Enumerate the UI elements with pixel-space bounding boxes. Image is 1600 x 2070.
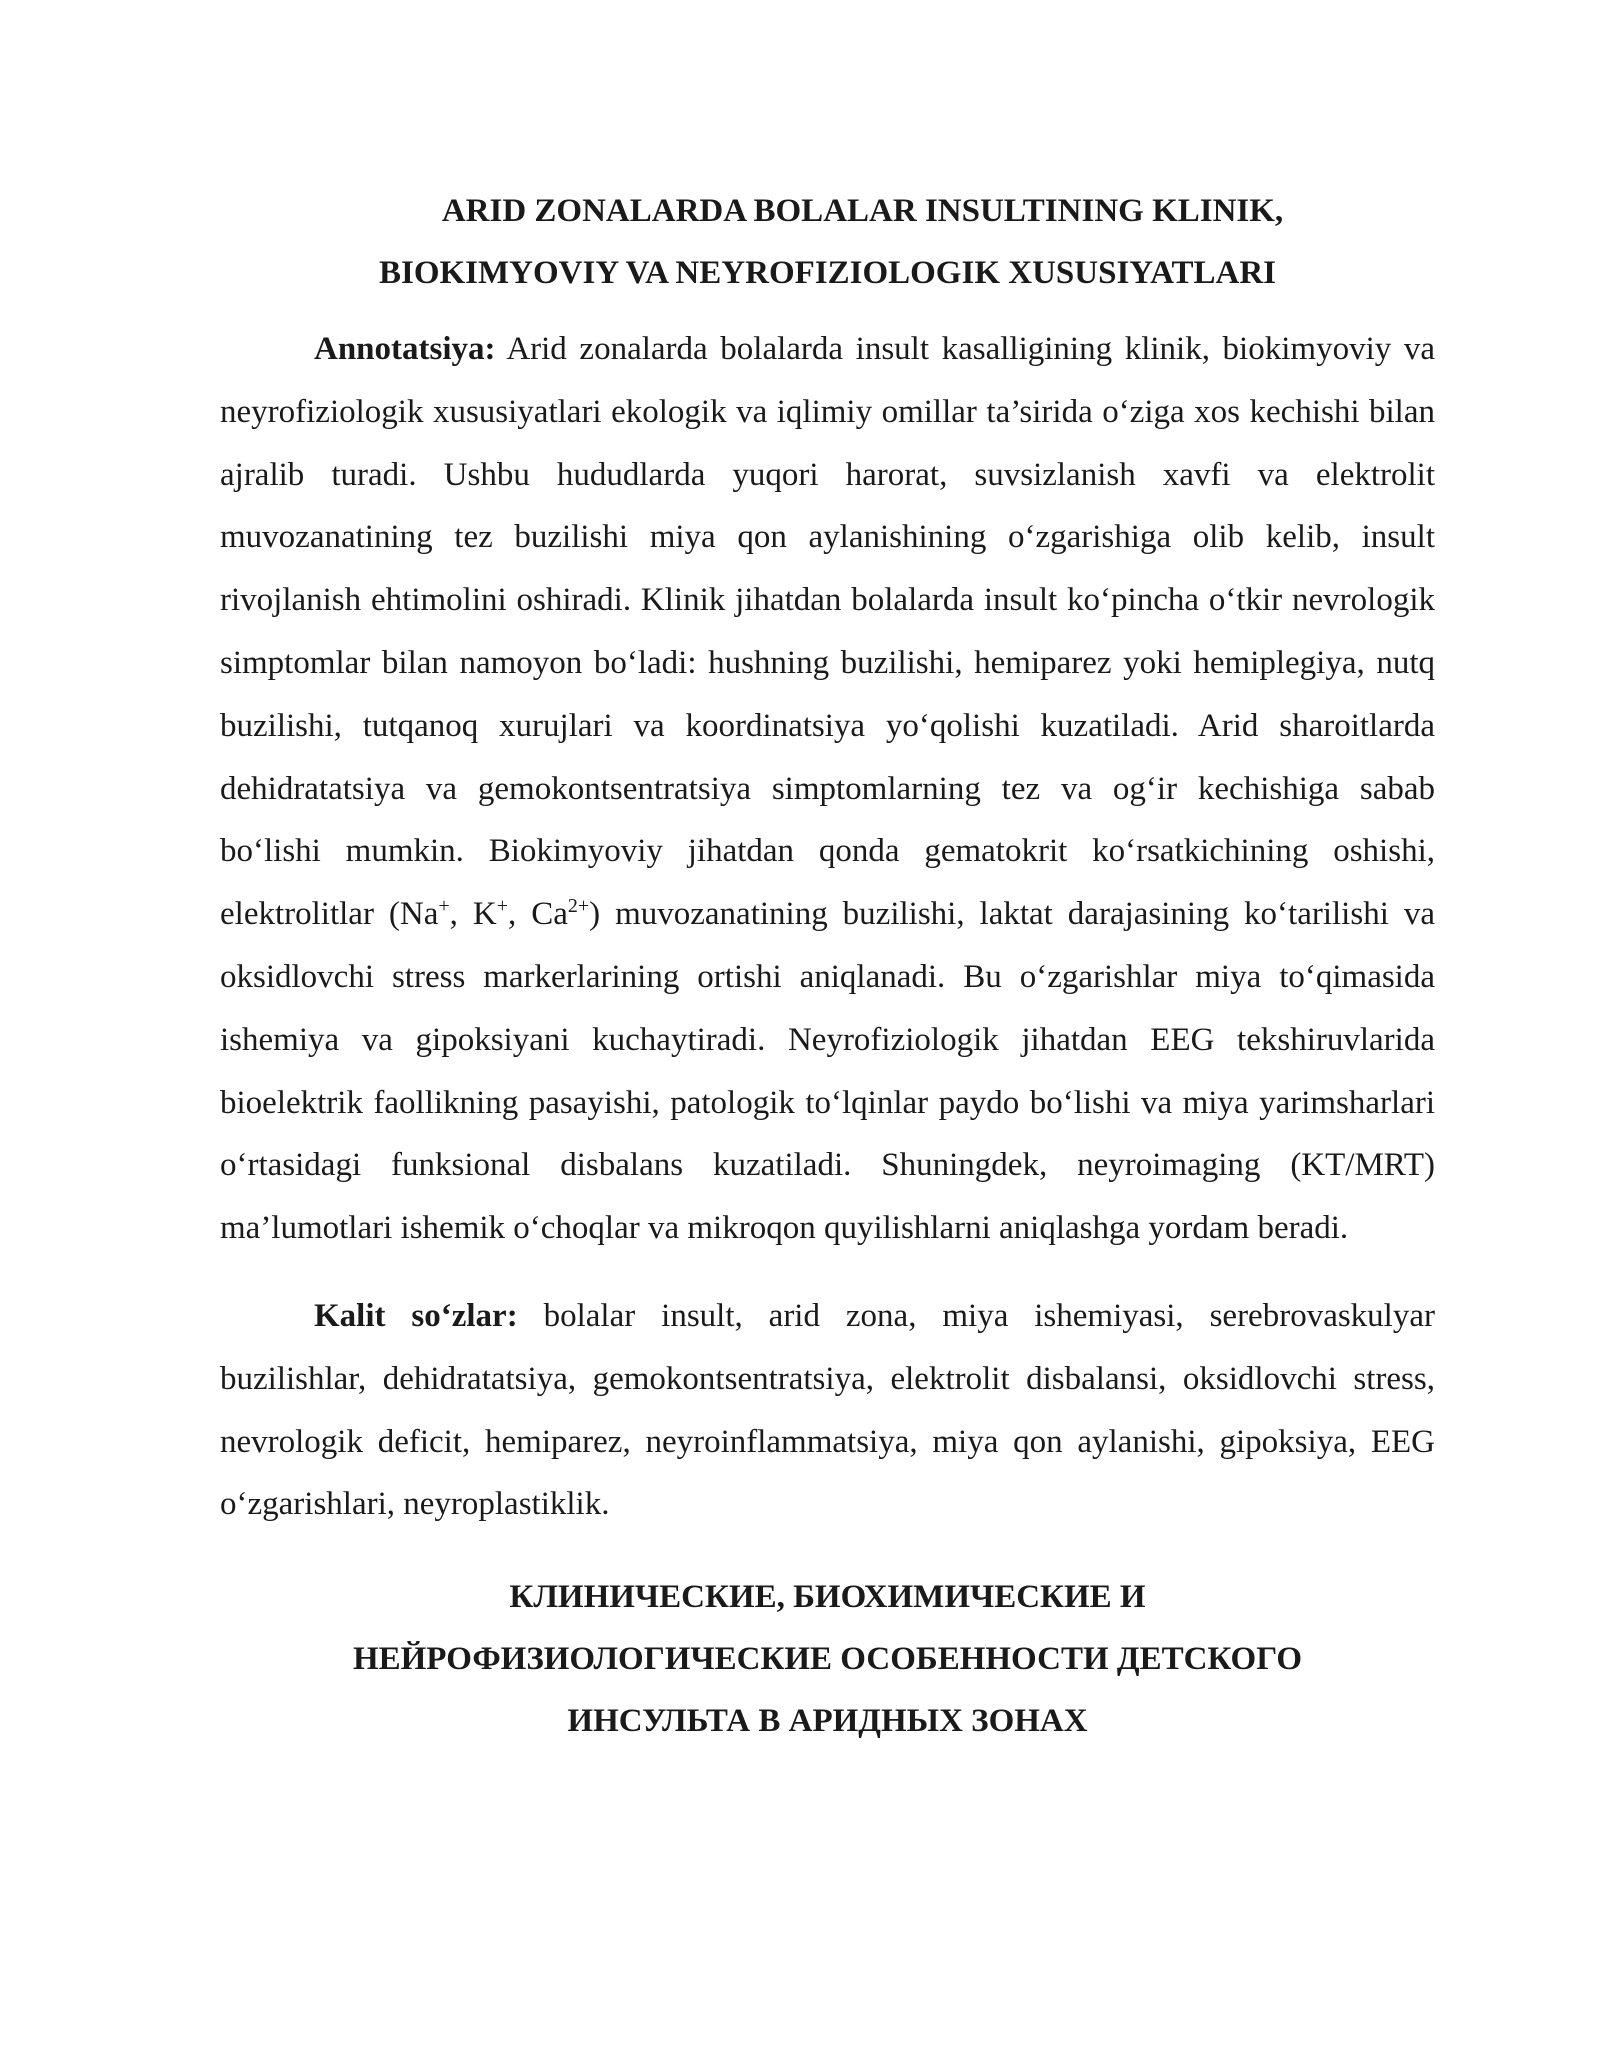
title-russian-line-1: КЛИНИЧЕСКИЕ, БИОХИМИЧЕСКИЕ И <box>509 1579 1146 1616</box>
title-russian-line-3: ИНСУЛЬТА В АРИДНЫХ ЗОНАХ <box>567 1703 1088 1740</box>
abstract-text-1: Arid zonalarda bolalarda insult kasalligining klinik, biokimyoviy va neyrofiziologik xususiyatlari ekologik va iqlimiy omillar ta’sirida o‘ziga xos kechishi bilan ajralib turadi. Ushbu hududlarda yuqori harorat, suvsizlanish xavfi va elektrolit muvozanatining tez buzilishi miya qon aylanishining o‘zgarishiga olib kelib, insult rivojlanish ehtimolini oshiradi. Klinik jihatdan bolalarda insult ko‘pincha o‘tkir nevrologik simptomlar bilan namoyon bo‘ladi: hushning buzilishi, hemiparez yoki hemiplegiya, nutq buzilishi, tutqanoq xurujlari va koordinatsiya yo‘qolishi kuzatiladi. Arid sharoitlarda dehidratatsiya va gemokontsentratsiya simptomlarning tez va og‘ir kechishiga sabab bo‘lishi mumkin. Biokimyoviy jihatdan qonda gematokrit ko‘rsatkichining oshishi, elektrolitlar (Na <box>220 331 1435 933</box>
title-uzbek-line-1: ARID ZONALARDA BOLALAR INSULTINING KLINIK, <box>441 193 1284 229</box>
potassium-charge: + <box>496 895 508 918</box>
abstract-paragraph <box>220 318 1435 1260</box>
abstract-text-2: , K <box>449 896 497 933</box>
calcium-charge: 2+ <box>567 895 590 918</box>
abstract-label: Annotatsiya: <box>314 331 496 367</box>
keywords-label: Kalit so‘zlar: <box>314 1297 518 1334</box>
document-page <box>220 180 1435 1752</box>
keywords-text: bolalar insult, arid zona, miya ishemiyasi, serebrovaskulyar buzilishlar, dehidratatsiya, gemokontsentratsiya, elektrolit disbalansi, oksidlovchi stress, nevrologik deficit, hemiparez, neyroinflammatsiya, miya qon aylanishi, gipoksiya, EEG o‘zgarishlari, neyroplastiklik. <box>220 1297 1435 1523</box>
title-uzbek <box>220 180 1435 304</box>
title-russian <box>220 1566 1435 1752</box>
title-uzbek-line-2: BIOKIMYOVIY VA NEYROFIZIOLOGIK XUSUSIYATLARI <box>378 255 1276 291</box>
keywords-paragraph <box>220 1285 1435 1536</box>
abstract-text-3: , Ca <box>507 896 568 933</box>
abstract-text-4: ) muvozanatining buzilishi, laktat darajasining ko‘tarilishi va oksidlovchi stress markerlarining ortishi aniqlanadi. Bu o‘zgarishlar miya to‘qimasida ishemiya va gipoksiyani kuchaytiradi. Neyrofiziologik jihatdan EEG tekshiruvlarida bioelektrik faollikning pasayishi, patologik to‘lqinlar paydo bo‘lishi va miya yarimsharlari o‘rtasidagi funksional disbalans kuzatiladi. Shuningdek, neyroimaging (KT/MRT) ma’lumotlari ishemik o‘choqlar va mikroqon quyilishlarni aniqlashga yordam beradi. <box>220 896 1435 1247</box>
sodium-charge: + <box>438 895 450 918</box>
title-russian-line-2: НЕЙРОФИЗИОЛОГИЧЕСКИЕ ОСОБЕННОСТИ ДЕТСКОГО <box>352 1641 1303 1678</box>
